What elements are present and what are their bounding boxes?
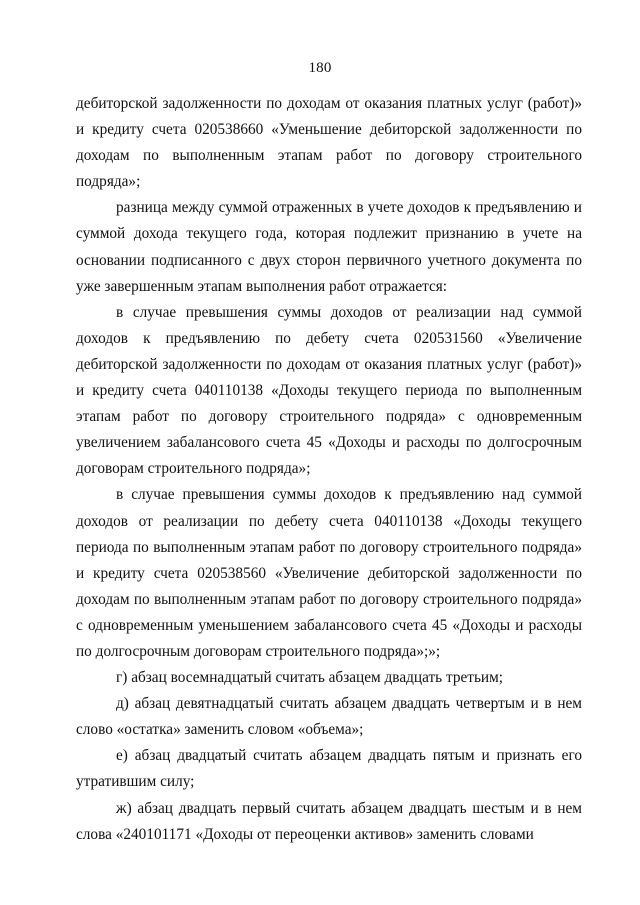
paragraph-item-g: г) абзац восемнадцатый считать абзацем двадцать третьим;: [116, 669, 504, 687]
paragraph-item-e: е) абзац двадцатый считать абзацем двадцать пятым и признать его утратившим силу;: [76, 747, 582, 791]
paragraph-case-presented-exceeds: в случае превышения суммы доходов к предъявлению над суммой доходов от реализации по дебету счета 040110138 «Доходы текущего периода по выполненным этапам работ по договору строительного подряда» и кредиту счета 020538560 «Увеличение дебиторской задолженности по доходам по выполненным этапам работ по договору строительного подряда» с одновременным уменьшением забалансового счета 45 «Доходы и расходы по долгосрочным договорам строительного подряда»;»;: [76, 486, 582, 660]
paragraph-item-zh: ж) абзац двадцать первый считать абзацем двадцать шестым и в нем слова «240101171 «Доходы от переоценки активов» заменить словами: [76, 799, 582, 843]
document-body: [76, 91, 582, 848]
page-number: 180: [308, 60, 332, 76]
paragraph-item-d: д) абзац девятнадцатый считать абзацем двадцать четвертым и в нем слово «остатка» заменить словом «объема»;: [76, 695, 582, 739]
paragraph-continuation: дебиторской задолженности по доходам от оказания платных услуг (работ)» и кредиту счета 020538660 «Уменьшение дебиторской задолженности по доходам по выполненным этапам работ по договору строительного подряда»;: [76, 95, 582, 191]
paragraph-difference: разница между суммой отраженных в учете доходов к предъявлению и суммой дохода текущего года, которая подлежит признанию в учете на основании подписанного с двух сторон первичного учетного документа по уже завершенным этапам выполнения работ отражается:: [76, 199, 582, 295]
paragraph-case-revenue-exceeds: в случае превышения суммы доходов от реализации над суммой доходов к предъявлению по дебету счета 020531560 «Увеличение дебиторской задолженности по доходам от оказания платных услуг (работ)» и кредиту счета 040110138 «Доходы текущего периода по выполненным этапам работ по договору строительного подряда» с одновременным увеличением забалансового счета 45 «Доходы и расходы по долгосрочным договорам строительного подряда»;: [76, 303, 582, 478]
